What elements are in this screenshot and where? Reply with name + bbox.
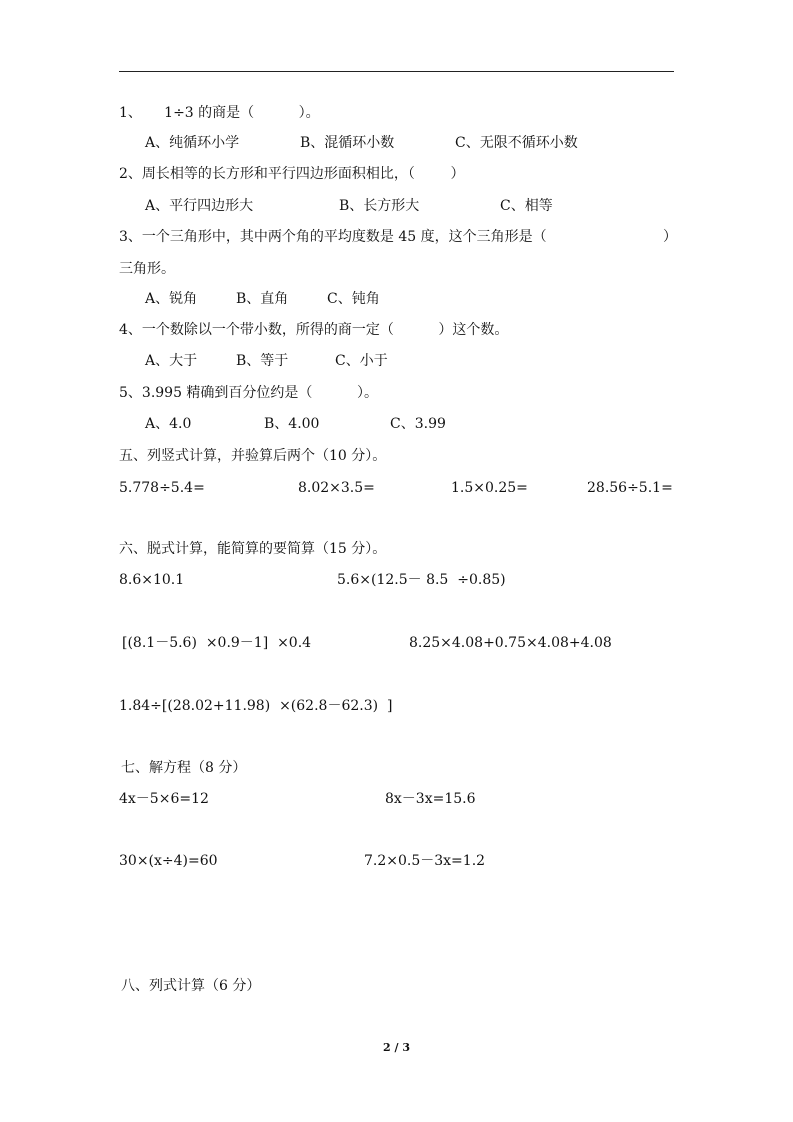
sec7-equation-3: 30×(x÷4)=60 [119, 853, 218, 869]
sec5-problem-3: 1.5×0.25= [451, 480, 528, 496]
q1-option-a: A、纯循环小学 [145, 135, 240, 151]
header-rule [119, 71, 674, 72]
q1-option-c: C、无限不循环小数 [455, 135, 578, 151]
q3-stem-continued: 三角形。 [119, 261, 175, 277]
sec7-equation-4: 7.2×0.5－3x=1.2 [364, 853, 486, 869]
q5-option-c: C、3.99 [390, 416, 446, 432]
q4-option-a: A、大于 [145, 353, 198, 369]
page-number: 2 / 3 [383, 1041, 410, 1054]
sec5-problem-2: 8.02×3.5= [298, 480, 375, 496]
q2-option-b: B、长方形大 [339, 198, 420, 214]
q3-option-b: B、直角 [236, 291, 289, 307]
sec5-problem-1: 5.778÷5.4= [119, 480, 205, 496]
q3-stem-close: ） [663, 229, 677, 245]
section-5-title: 五、列竖式计算，并验算后两个（10 分）。 [119, 448, 387, 464]
sec6-problem-2: 5.6×(12.5－ 8.5 ÷0.85) [337, 572, 506, 588]
q3-option-a: A、锐角 [145, 291, 198, 307]
q2-stem: 2、周长相等的长方形和平行四边形面积相比，（ ） [119, 166, 465, 182]
sec6-problem-3: [(8.1－5.6) ×0.9－1] ×0.4 [122, 635, 312, 651]
sec7-equation-1: 4x－5×6=12 [119, 791, 209, 807]
q5-option-b: B、4.00 [264, 416, 320, 432]
q4-stem: 4、一个数除以一个带小数，所得的商一定（ ）这个数。 [119, 322, 509, 338]
q2-option-a: A、平行四边形大 [145, 198, 254, 214]
sec7-equation-2: 8x－3x=15.6 [385, 791, 476, 807]
section-8-title: 八、列式计算（6 分） [121, 978, 261, 994]
sec6-problem-1: 8.6×10.1 [119, 572, 185, 588]
q1-stem: 1、 1÷3 的商是（ ）。 [119, 105, 320, 121]
sec5-problem-4: 28.56÷5.1= [587, 480, 673, 496]
sec6-problem-5: 1.84÷[(28.02+11.98) ×(62.8－62.3) ] [119, 698, 393, 714]
q5-stem: 5、3.995 精确到百分位约是（ ）。 [119, 385, 378, 401]
q4-option-c: C、小于 [335, 353, 388, 369]
q2-option-c: C、相等 [500, 198, 553, 214]
sec6-problem-4: 8.25×4.08+0.75×4.08+4.08 [409, 635, 612, 651]
q3-stem: 3、一个三角形中，其中两个角的平均度数是 45 度，这个三角形是（ [119, 229, 547, 245]
q5-option-a: A、4.0 [145, 416, 192, 432]
section-7-title: 七、解方程（8 分） [121, 760, 247, 776]
section-6-title: 六、脱式计算，能简算的要简算（15 分）。 [119, 541, 387, 557]
q1-option-b: B、混循环小数 [300, 135, 395, 151]
q4-option-b: B、等于 [236, 353, 289, 369]
q3-option-c: C、钝角 [327, 291, 380, 307]
